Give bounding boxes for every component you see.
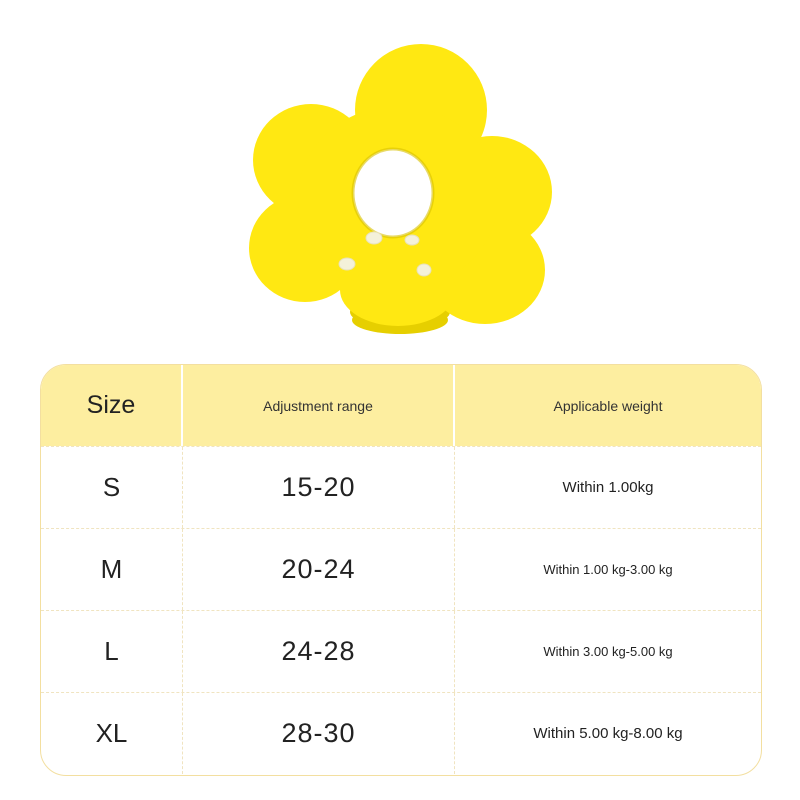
table-header-row (41, 365, 761, 446)
header-applicable-weight: Applicable weight (553, 397, 663, 414)
table-row (41, 446, 761, 528)
size-cell: M (41, 529, 183, 610)
table-row (41, 692, 761, 774)
range-cell: 24-28 (183, 611, 455, 692)
size-cell: XL (41, 693, 183, 774)
size-cell: L (41, 611, 183, 692)
size-table (40, 364, 762, 776)
size-cell: S (41, 447, 183, 528)
table-row (41, 610, 761, 692)
flower-collar-illustration (0, 0, 800, 360)
weight-cell: Within 3.00 kg-5.00 kg (543, 644, 673, 659)
table-row (41, 528, 761, 610)
weight-cell: Within 1.00kg (562, 479, 654, 496)
weight-cell: Within 5.00 kg-8.00 kg (533, 725, 683, 742)
header-size: Size (41, 365, 183, 446)
product-image (0, 0, 800, 360)
header-adjustment-range: Adjustment range (183, 365, 455, 446)
range-cell: 28-30 (183, 693, 455, 774)
weight-cell: Within 1.00 kg-3.00 kg (543, 562, 673, 577)
flower-collar-shape (249, 44, 552, 326)
range-cell: 15-20 (183, 447, 455, 528)
range-cell: 20-24 (183, 529, 455, 610)
